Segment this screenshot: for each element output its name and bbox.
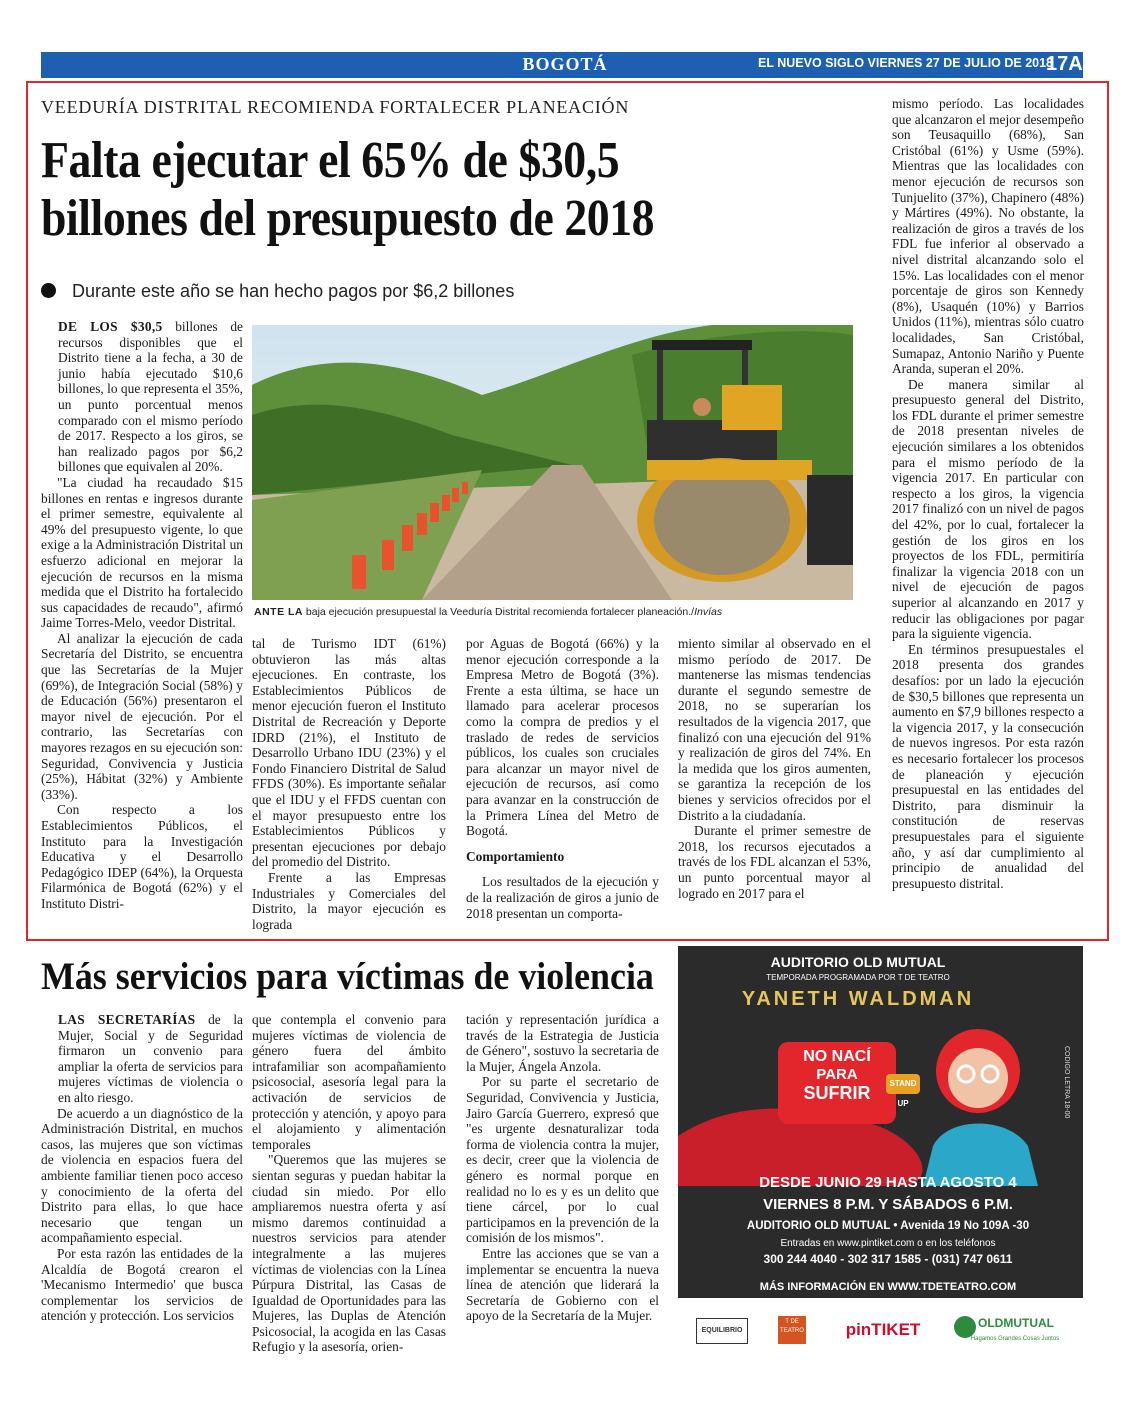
paragraph: Por su parte el secretario de Seguridad, Convivencia y Justicia, Jairo García Guerrero, expresó que "es urgente desnaturalizar toda forma de violencia contra la mujer, es decir, creer que la violencia de género es normal porque en realidad no lo es y es un delito que tiene cárcel, por lo cual participamos en la prevención de la comisión de los mismos".: [466, 1074, 659, 1246]
paragraph: por Aguas de Bogotá (66%) y la menor ejecución corresponde a la Empresa Metro de Bogotá (3%). Frente a esta última, se hace un llamado para acelerar procesos como la compra de predios y el traslado de redes de servicios públicos, los cuales son cruciales para alcanzar un mayor nivel de ejecución de recursos, así como para avanzar en la construcción de la Primera Línea del Metro de Bogotá.: [466, 636, 659, 839]
caption-lead: ANTE LA: [254, 606, 303, 618]
article-kicker: VEEDURÍA DISTRITAL RECOMIENDA FORTALECER PLANEACIÓN: [41, 97, 630, 117]
photo-caption: [254, 606, 854, 618]
lead-in: LAS SECRETARÍAS: [58, 1012, 196, 1027]
article-2-column-3: [466, 1012, 659, 1324]
road-roller-illustration: [252, 325, 853, 600]
sponsor-logo-pintiket: pinTIKET: [845, 1320, 921, 1339]
paragraph: Al analizar la ejecución de cada Secretaría del Distrito, se encuentra que las Secretarías de la Mujer (69%), de Integración Social (58%) y de Educación (56%) presentaron el mayor nivel de ejecución. Por el contrario, las Secretarías con mayores rezagos en su ejecución son: Seguridad, Convivencia y Justicia (25%), Hábitat (32%) y Ambiente (33%).: [41, 630, 243, 802]
ad-tickets: Entradas en www.pintiket.com o en los teléfonos: [780, 1238, 996, 1249]
sponsor-logo-t-de-teatro: T DE TEATRO: [778, 1316, 806, 1344]
paragraph: De acuerdo a un diagnóstico de la Administración Distrital, en muchos casos, las mujeres que son víctimas de violencia en espacios fuera del ambiente familiar tienen poco acceso y conocimiento de la oferta del Distrito para ellas, lo que hace necesario que tengan un acompañamiento especial.: [41, 1105, 243, 1246]
sponsor-logo-equilibrio: EQUILIBRIO: [696, 1318, 748, 1344]
article-column-3: [466, 636, 659, 921]
paragraph: tal de Turismo IDT (61%) obtuvieron las más altas ejecuciones. En contraste, los Establecimientos Públicos de menor ejecución fueron el Instituto Distrital de Recreación y Deporte IDRD (21%), el Instituto de Desarrollo Urbano IDU (23%) y el Fondo Financiero Distrital de Salud FFDS (30%). Es importante señalar que el IDU y el FFDS cuentan con el mayor presupuesto entre los Establecimientos Públicos y presentan ejecuciones por debajo del promedio del Distrito.: [252, 636, 446, 870]
headline-line-1: Falta ejecutar el 65% de $30,5: [41, 132, 620, 189]
bullet-icon: [41, 283, 56, 298]
masthead-date: EL NUEVO SIGLO VIERNES 27 DE JULIO DE 2018: [758, 56, 1054, 70]
page-number: 17A: [1046, 53, 1083, 75]
caption-text: baja ejecución presupuestal la Veeduría Distrital recomienda fortalecer planeación./: [303, 606, 695, 618]
paragraph: [41, 1012, 243, 1106]
ad-more-info-link[interactable]: MÁS INFORMACIÓN EN WWW.TDETEATRO.COM: [759, 1281, 1017, 1293]
ad-phones: 300 244 4040 - 302 317 1585 - (031) 747 0611: [763, 1252, 1013, 1266]
paragraph: "Queremos que las mujeres se sientan seguras y puedan habitar la ciudad sin miedo. Por ello ampliaremos nuestra oferta y así mismo daremos continuidad a nuestros servicios para atender integralmente a las mujeres víctimas de violencias con la Línea Púrpura Distrital, las Casas de Igualdad de Oportunidades para las Mujeres, las Duplas de Atención Psicosocial, la acogida en las Casas Refugio y la asesoría, orien-: [252, 1152, 446, 1355]
paragraph: miento similar al observado en el mismo período de 2017. De mantenerse las mismas tendencias durante el segundo semestre de 2018, no se superarían los resultados de la vigencia 2017, que finalizó con una ejecución del 91% y realización de giros del 74%. En la medida que los giros aumenten, se garantiza la recepción de los bienes y servicios ofrecidos por el Distrito a la ciudadanía.: [678, 636, 871, 823]
theater-advertisement[interactable]: [678, 946, 1083, 1298]
article-2-headline: Más servicios para víctimas de violencia: [41, 955, 654, 998]
ad-season: TEMPORADA PROGRAMADA POR T DE TEATRO: [766, 973, 950, 982]
paragraph: que contempla el convenio para mujeres víctimas de violencia de género fuera del ámbito intrafamiliar son acompañamiento psicosocial, asesoría legal para la activación de servicios de protección y atención, y apoyo para el alojamiento y alimentación temporales: [252, 1012, 446, 1152]
ad-dates: DESDE JUNIO 29 HASTA AGOSTO 4: [759, 1174, 1017, 1191]
subheading: Comportamiento: [466, 848, 565, 864]
paragraph: "La ciudad ha recaudado $15 billones en rentas e ingresos durante el primer semestre, equivalente al 49% del presupuesto vigente, lo que exige a la Administración Distrital un esfuerzo adicional en mejorar la ejecución de recursos en la misma medida que el Distrito ha fortalecido sus capacidades de recaudo", afirmó Jaime Torres-Melo, veedor Distrital.: [41, 474, 243, 631]
lead-in: DE LOS $30,5: [58, 319, 163, 334]
article-subhead: [41, 281, 514, 302]
paragraph: Los resultados de la ejecución y de la realización de giros a junio de 2018 presentan un comporta-: [466, 874, 659, 921]
sponsor-tagline: Hagamos Grandes Cosas Juntos: [970, 1336, 1060, 1342]
stand-up-tag: STAND UP: [886, 1074, 920, 1094]
paragraph-text: de la Mujer, Social y de Seguridad firmaron un convenio para ampliar la oferta de servicios para mujeres víctimas de violencia o en alto riesgo.: [58, 1012, 243, 1105]
paragraph: De manera similar al presupuesto general del Distrito, los FDL durante el primer semestre de 2018 presentan niveles de ejecución similares a los obtenidos para el mismo período de la vigencia 2017. En particular con respecto a los giros, la vigencia 2017 finalizó con un nivel de pagos del 42%, por lo cual, fortalecer la gestión de los giros en los proyectos de los FDL, permitiría finalizar la vigencia 2018 con un nivel de ejecución de pagos superior al alcanzando en 2017 y reducir las obligaciones por pagar para la siguiente vigencia.: [892, 376, 1084, 642]
sponsor-logo-old-mutual: OLDMUTUAL: [978, 1316, 1054, 1330]
article-column-2: [252, 636, 446, 932]
paragraph: Frente a las Empresas Industriales y Comerciales del Distrito, la mayor ejecución es lograda: [252, 869, 446, 932]
ad-venue: AUDITORIO OLD MUTUAL: [770, 954, 946, 970]
caption-credit: Invías: [694, 606, 723, 618]
show-title-badge: [778, 1042, 896, 1124]
article-column-5: [892, 96, 1084, 891]
paragraph: [41, 319, 243, 475]
show-title-line-1: NO NACÍ: [803, 1048, 871, 1065]
ad-side-code: CODIGO LETRA 18-00: [1063, 1046, 1070, 1119]
subhead-text: Durante este año se han hecho pagos por $6,2 billones: [72, 281, 515, 301]
show-title-line-3: SUFRIR: [803, 1083, 871, 1103]
article-2-column-2: [252, 1012, 446, 1355]
article-photo: [252, 325, 853, 600]
sponsor-logos: [678, 1306, 1083, 1354]
headline-line-2: billones del presupuesto de 2018: [41, 190, 655, 247]
article-headline: [41, 132, 745, 248]
article-column-1: [41, 319, 243, 912]
ad-times: VIERNES 8 P.M. Y SÁBADOS 6 P.M.: [763, 1196, 1013, 1213]
paragraph: Con respecto a los Establecimientos Públicos, el Instituto para la Investigación Educativa y el Desarrollo Pedagógico IDEP (64%), la Orquesta Filarmónica de Bogotá (62%) y el Instituto Distri-: [41, 802, 243, 911]
paragraph: Por esta razón las entidades de la Alcaldía de Bogotá crearon el 'Mecanismo Intermedio' que busca complementar los servicios de atención y protección. Los servicios: [41, 1245, 243, 1324]
paragraph: Durante el primer semestre de 2018, los recursos ejecutados a través de los FDL alcanzan el 53%, un punto porcentual mayor al logrado en 2017 para el: [678, 823, 871, 901]
article-column-4: [678, 636, 871, 901]
paragraph: En términos presupuestales el 2018 presenta dos grandes desafíos: por un lado la ejecución de $30,5 billones que representa un aumento en $7,9 billones respecto a la vigencia 2017, y la consecución de nuevos ingresos. Por esta razón es necesario fortalecer los procesos de planeación y ejecución presupuestal en las entidades del Distrito, para disminuir la constitución de reservas presupuestales para el siguiente año, y así dar cumplimiento al principio de anualidad del presupuesto distrital.: [892, 641, 1084, 891]
paragraph: tación y representación jurídica a través de la Estrategia de Justicia de Género", sostuvo la secretaria de la Mujer, Ángela Anzola.: [466, 1012, 659, 1074]
old-mutual-icon: [954, 1316, 976, 1338]
show-title-line-2: PARA: [816, 1066, 858, 1083]
article-2-column-1: [41, 1012, 243, 1324]
ad-artist: YANETH WALDMAN: [741, 988, 975, 1010]
paragraph-text: billones de recursos disponibles que el Distrito tiene a la fecha, a 30 de junio había ejecutado $10,6 billones, lo que representa el 35%, un punto porcentual menos comparado con el mismo período de 2017. Respecto a los giros, se han realizado pagos por $6,2 billones que equivalen al 20%.: [58, 319, 243, 475]
paragraph: Entre las acciones que se van a implementar se encuentra la nueva línea de atención que liderará la Secretaría de Gobierno con el apoyo de la Secretaría de la Mujer.: [466, 1245, 659, 1324]
paragraph: mismo período. Las localidades que alcanzaron el mejor desempeño son Teusaquillo (68%), San Cristóbal (61%) y Usme (59%). Mientras que las localidades con menor ejecución de recursos son Tunjuelito (37%), Chapinero (48%) y Mártires (49%). No obstante, la realización de giros a través de los FDL fue inferior al observado a nivel distrital alcanzando solo el 15%. Las localidades con el menor porcentaje de giros son Kennedy (8%), Usaquén (10%) y Barrios Unidos (11%), mientras sólo cuatro localidades, San Cristóbal, Sumapaz, Antonio Nariño y Puente Aranda, superan el 20%.: [892, 96, 1084, 377]
section-label: BOGOTÁ: [522, 54, 608, 74]
ad-address: AUDITORIO OLD MUTUAL • Avenida 19 No 109A -30: [746, 1220, 1030, 1232]
